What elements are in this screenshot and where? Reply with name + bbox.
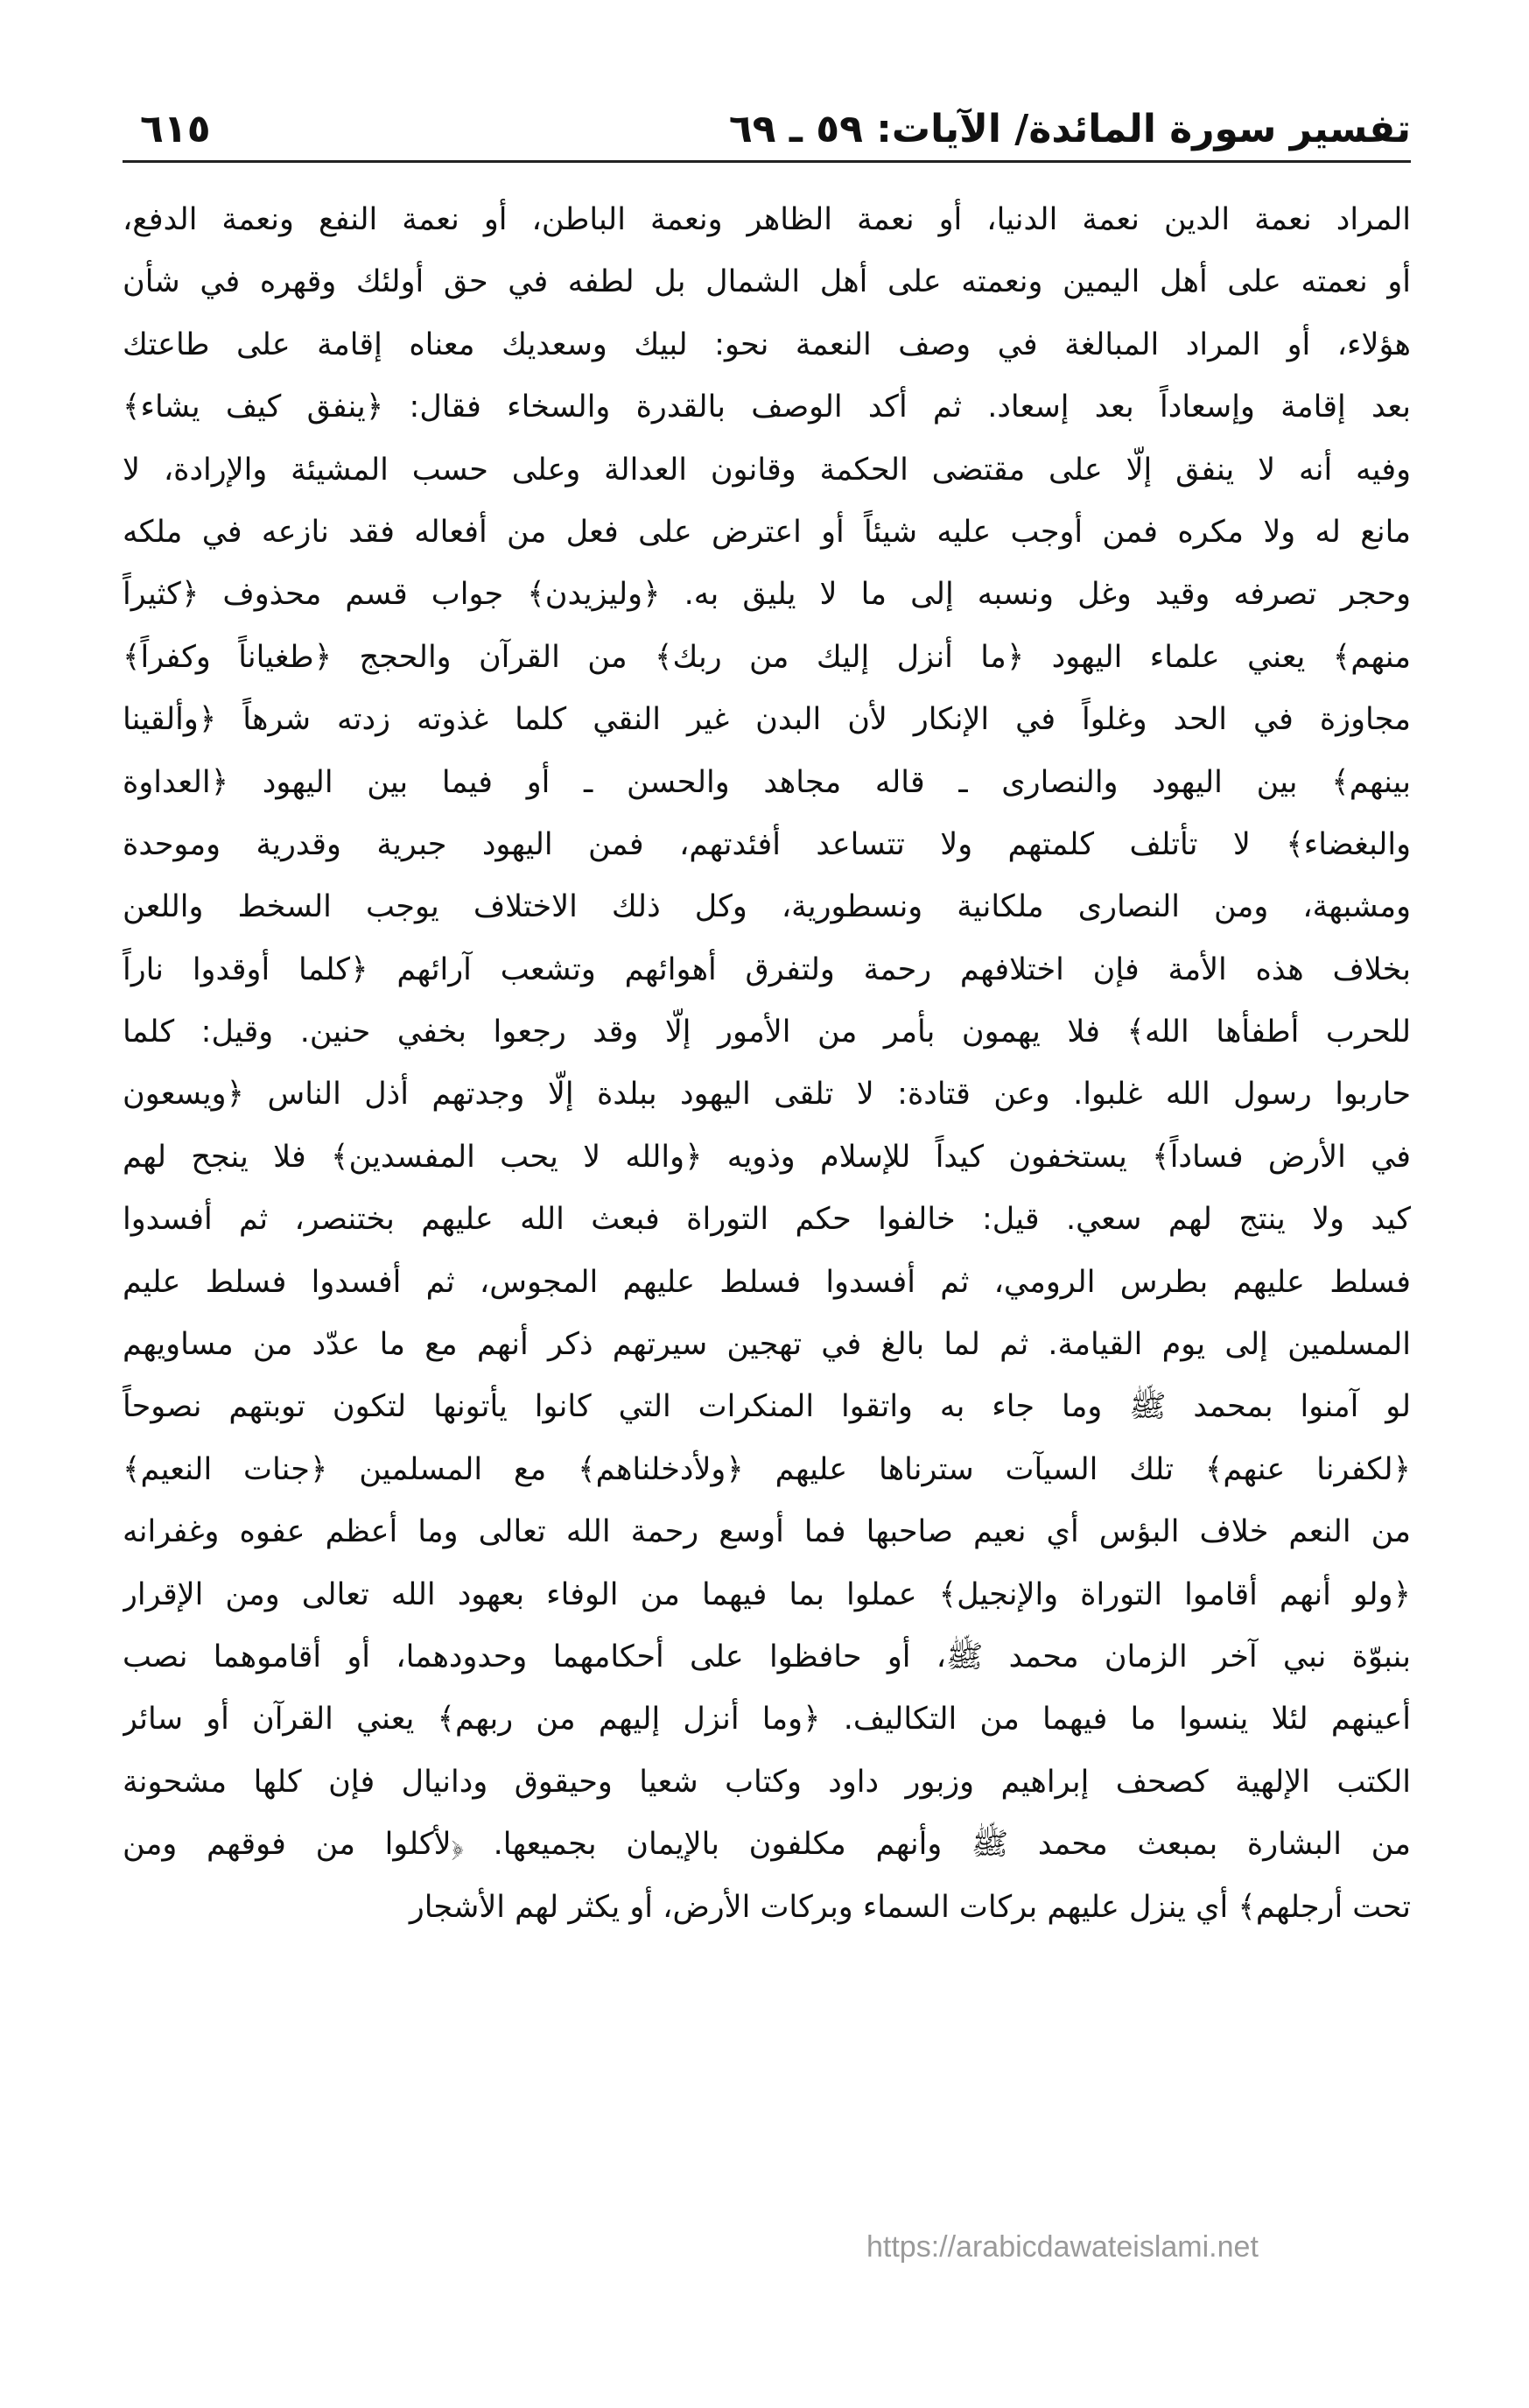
page-header	[123, 103, 1411, 156]
text-line: للحرب أطفأها الله﴾ فلا يهمون بأمر من الأمور إلّا وقد رجعوا بخفي حنين. وقيل: كلما	[123, 1014, 1411, 1050]
text-line: والبغضاء﴾ لا تأتلف كلمتهم ولا تتساعد أفئدتهم، فمن اليهود جبرية وقدرية وموحدة	[123, 826, 1411, 862]
header-divider	[123, 160, 1411, 163]
running-title: تفسير سورة المائدة/ الآيات: ٥٩ ـ ٦٩	[728, 107, 1411, 151]
text-line: مجاوزة في الحد وغلواً في الإنكار لأن البدن غير النقي كلما غذوته زدته شرهاً ﴿وألقينا	[123, 702, 1411, 738]
body-text	[123, 189, 1411, 1939]
text-line: الكتب الإلهية كصحف إبراهيم وزبور داود وكتاب شعيا وحيقوق ودانيال فإن كلها مشحونة	[123, 1764, 1411, 1800]
text-line: هؤلاء، أو المراد المبالغة في وصف النعمة نحو: لبيك وسعديك معناه إقامة على طاعتك	[123, 326, 1411, 362]
watermark-url: https://arabicdawateislami.net	[866, 2230, 1259, 2264]
text-line: بينهم﴾ بين اليهود والنصارى ـ قاله مجاهد والحسن ـ أو فيما بين اليهود ﴿العداوة	[123, 764, 1411, 800]
text-line: حاربوا رسول الله غلبوا. وعن قتادة: لا تلقى اليهود ببلدة إلّا وجدتهم أذل الناس ﴿ويسعون	[123, 1077, 1411, 1113]
text-line: المراد نعمة الدين نعمة الدنيا، أو نعمة الظاهر ونعمة الباطن، أو نعمة النفع ونعمة الدفع،	[123, 202, 1411, 237]
text-line: ﴿لكفرنا عنهم﴾ تلك السيآت سترناها عليهم ﴿ولأدخلناهم﴾ مع المسلمين ﴿جنات النعيم﴾	[123, 1451, 1411, 1487]
text-line: منهم﴾ يعني علماء اليهود ﴿ما أنزل إليك من ربك﴾ من القرآن والحجج ﴿طغياناً وكفراً﴾	[123, 639, 1411, 675]
text-line: كيد ولا ينتج لهم سعي. قيل: خالفوا حكم التوراة فبعث الله عليهم بختنصر، ثم أفسدوا	[123, 1202, 1411, 1238]
page-number: ٦١٥	[140, 107, 211, 151]
text-line: فسلط عليهم بطرس الرومي، ثم أفسدوا فسلط عليهم المجوس، ثم أفسدوا فسلط عليم	[123, 1264, 1411, 1300]
text-line: مانع له ولا مكره فمن أوجب عليه شيئاً أو اعترض على فعل من أفعاله فقد نازعه في ملكه	[123, 514, 1411, 550]
text-line: وحجر تصرفه وقيد وغل ونسبه إلى ما لا يليق به. ﴿وليزيدن﴾ جواب قسم محذوف ﴿كثيراً	[123, 577, 1411, 613]
text-line: أعينهم لئلا ينسوا ما فيهما من التكاليف. ﴿وما أنزل إليهم من ربهم﴾ يعني القرآن أو سائر	[123, 1702, 1411, 1738]
text-line: بخلاف هذه الأمة فإن اختلافهم رحمة ولتفرق أهوائهم وتشعب آرائهم ﴿كلما أوقدوا ناراً	[123, 951, 1411, 987]
text-line: في الأرض فساداً﴾ يستخفون كيداً للإسلام وذويه ﴿والله لا يحب المفسدين﴾ فلا ينجح لهم	[123, 1139, 1411, 1175]
text-line: وفيه أنه لا ينفق إلّا على مقتضى الحكمة وقانون العدالة وعلى حسب المشيئة والإرادة، لا	[123, 452, 1411, 488]
text-line: ومشبهة، ومن النصارى ملكانية ونسطورية، وكل ذلك الاختلاف يوجب السخط واللعن	[123, 889, 1411, 925]
text-line: أو نعمته على أهل اليمين ونعمته على أهل الشمال بل لطفه في حق أولئك وقهره في شأن	[123, 264, 1411, 300]
text-line: لو آمنوا بمحمد ﷺ وما جاء به واتقوا المنكرات التي كانوا يأتونها لتكون توبتهم نصوحاً	[123, 1389, 1411, 1425]
text-line: تحت أرجلهم﴾ أي ينزل عليهم بركات السماء وبركات الأرض، أو يكثر لهم الأشجار	[409, 1889, 1411, 1925]
text-line: من البشارة بمبعث محمد ﷺ وأنهم مكلفون بالإيمان بجميعها. ﴿لأكلوا من فوقهم ومن	[123, 1827, 1411, 1863]
text-line: ﴿ولو أنهم أقاموا التوراة والإنجيل﴾ عملوا بما فيهما من الوفاء بعهود الله تعالى ومن الإقرار	[123, 1576, 1411, 1612]
text-line: بعد إقامة وإسعاداً بعد إسعاد. ثم أكد الوصف بالقدرة والسخاء فقال: ﴿ينفق كيف يشاء﴾	[123, 390, 1411, 425]
text-line: بنبوّة نبي آخر الزمان محمد ﷺ، أو حافظوا على أحكامهما وحدودهما، أو أقاموهما نصب	[123, 1639, 1411, 1674]
text-line: المسلمين إلى يوم القيامة. ثم لما بالغ في تهجين سيرتهم ذكر أنهم مع ما عدّد من مساويهم	[123, 1327, 1411, 1363]
text-line: من النعم خلاف البؤس أي نعيم صاحبها فما أوسع رحمة الله تعالى وما أعظم عفوه وغفرانه	[123, 1514, 1411, 1550]
